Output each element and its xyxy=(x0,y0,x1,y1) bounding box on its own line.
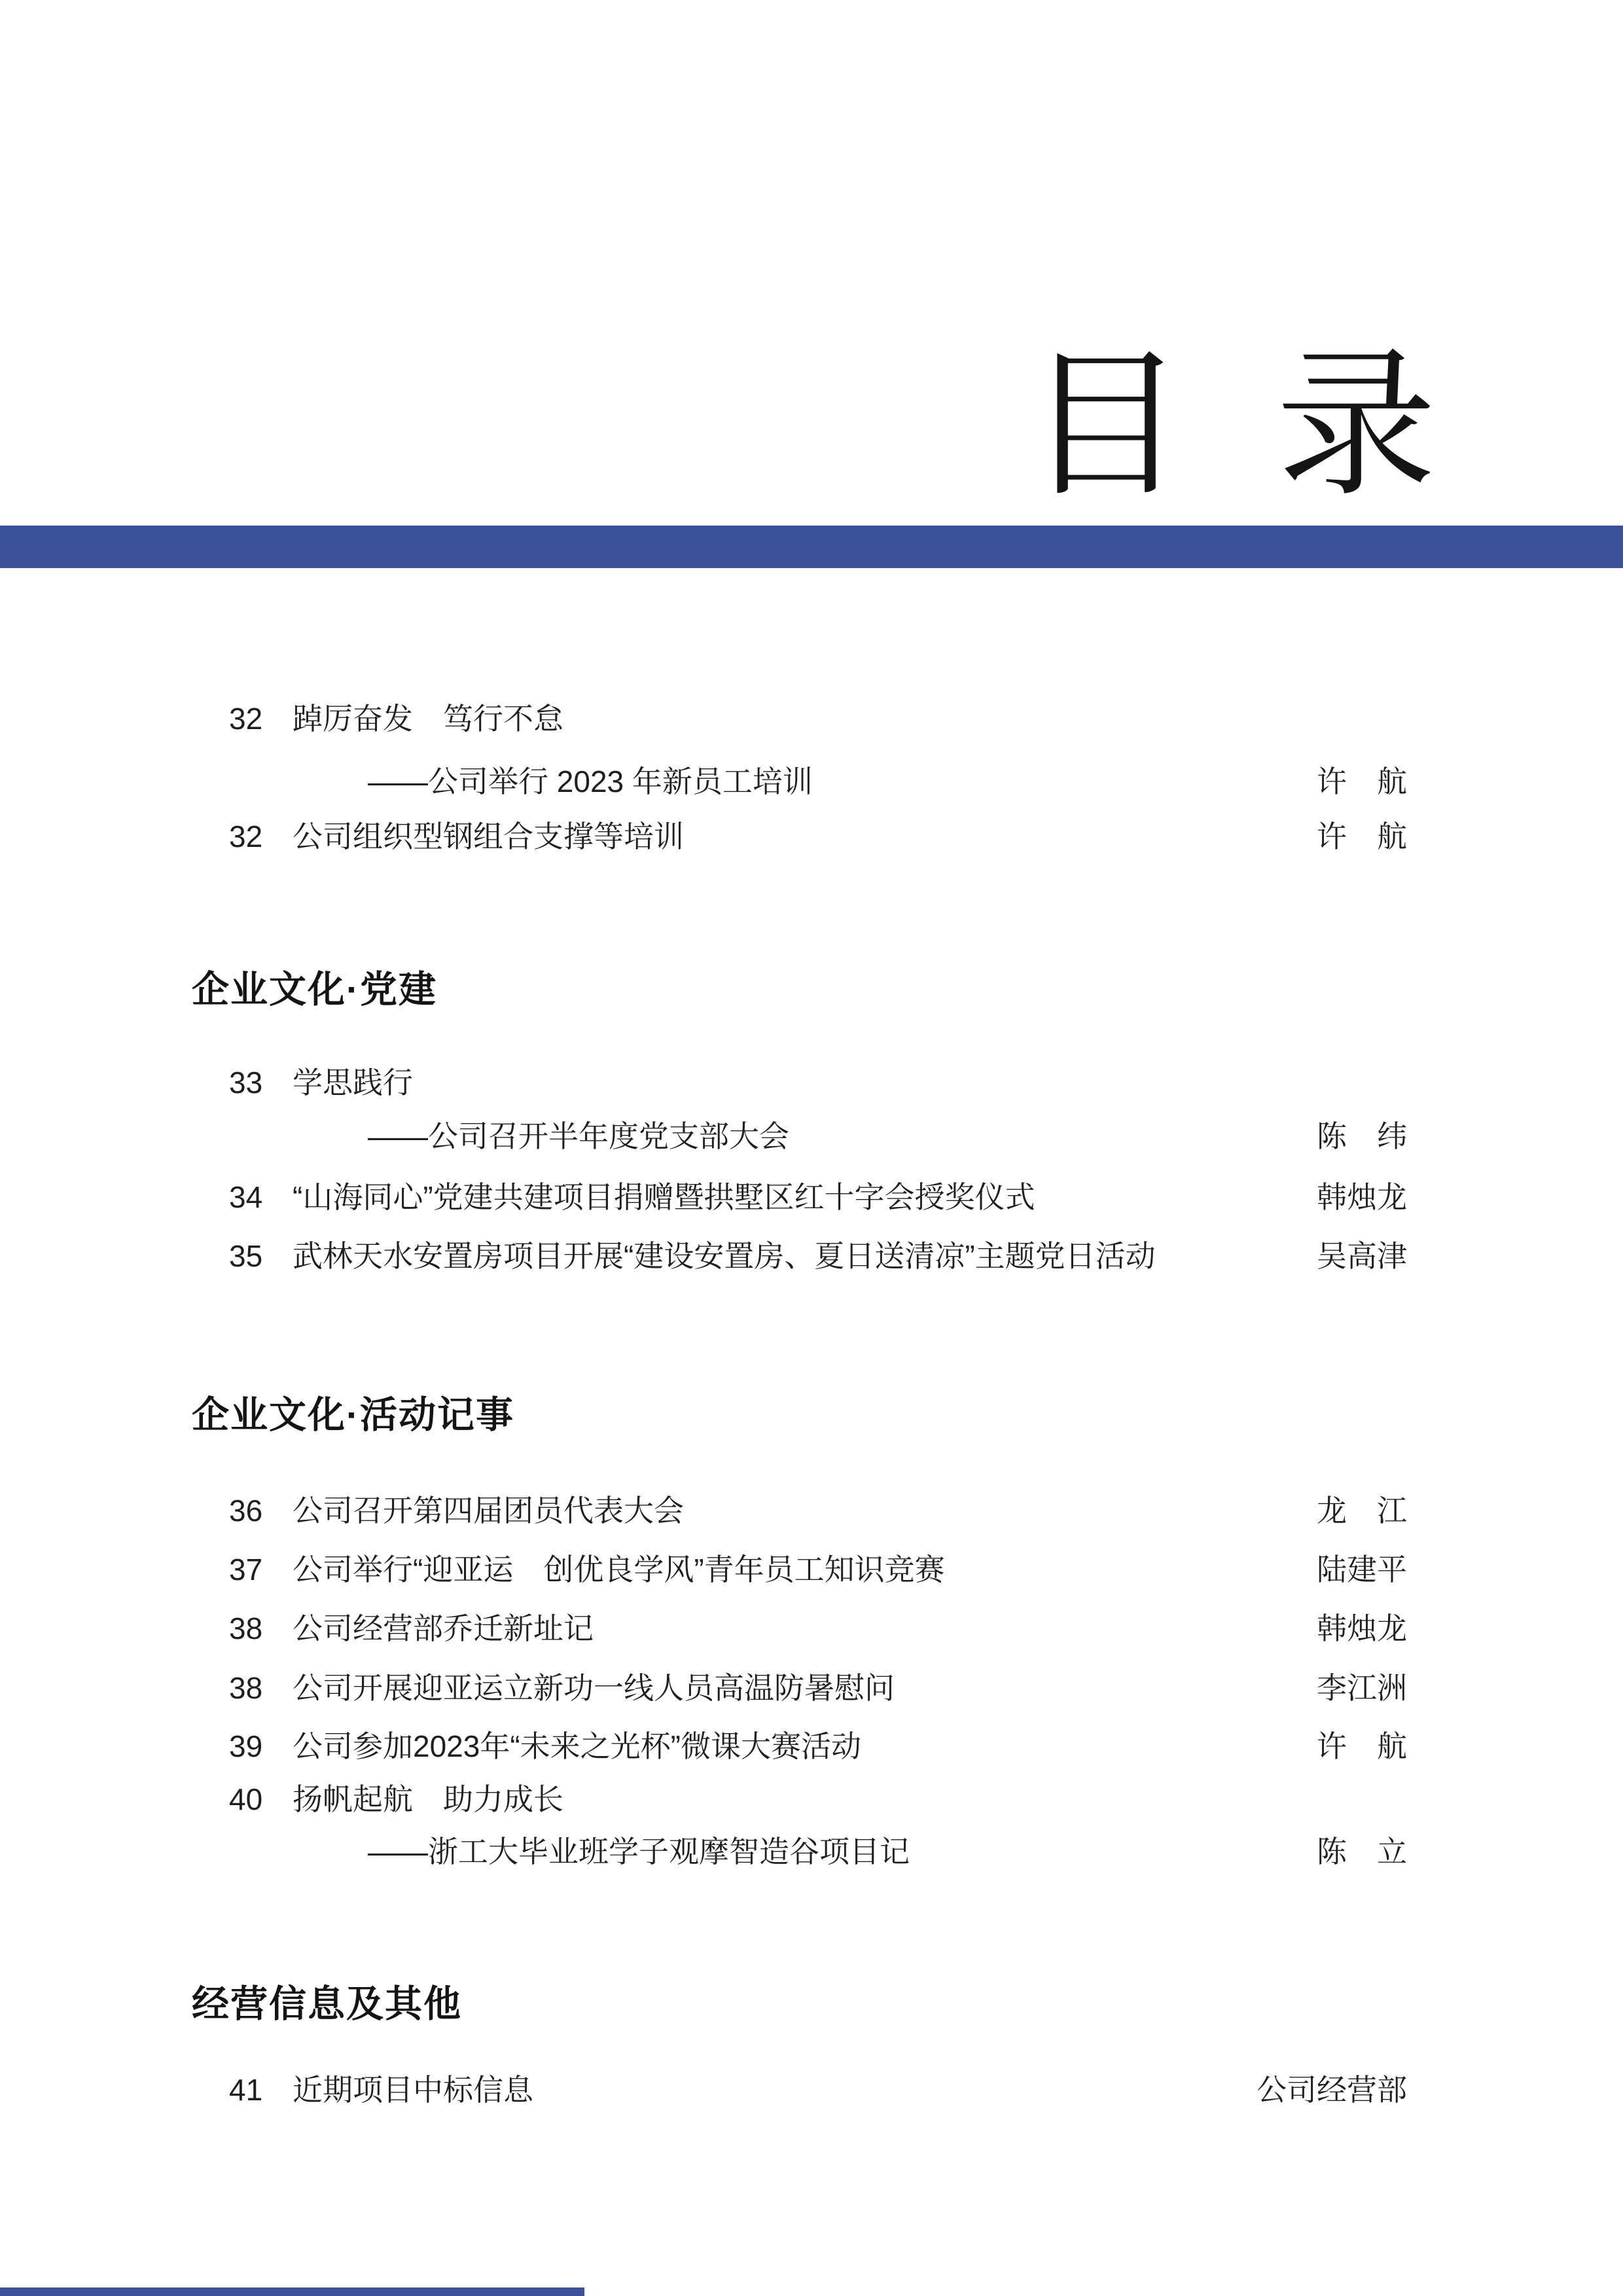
entry-author: 陈 立 xyxy=(1317,1835,1407,1869)
entry-title: 公司组织型钢组合支撑等培训 xyxy=(293,819,684,853)
page-number: 39 xyxy=(229,1729,263,1763)
toc-entry-row xyxy=(0,1669,1623,1707)
toc-sub-row xyxy=(0,1833,1623,1871)
toc-entry-row xyxy=(0,1064,1623,1102)
toc-entry-row xyxy=(0,1727,1623,1765)
entry-title: 公司举行“迎亚运 创优良学风”青年员工知识竞赛 xyxy=(293,1552,945,1587)
entry-title: 武林天水安置房项目开展“建设安置房、夏日送清凉”主题党日活动 xyxy=(293,1239,1156,1273)
entry-author: 陆建平 xyxy=(1317,1552,1407,1587)
entry-subtitle: ——公司举行 2023 年新员工培训 xyxy=(368,764,813,798)
bottom-accent-bar xyxy=(0,2287,584,2296)
toc-entry-row xyxy=(0,2071,1623,2109)
entry-author: 吴高津 xyxy=(1317,1239,1407,1273)
entry-title: 踔厉奋发 笃行不怠 xyxy=(293,702,563,736)
entry-author: 许 航 xyxy=(1317,819,1407,853)
toc-entry-row xyxy=(0,1609,1623,1647)
toc-entry-row xyxy=(0,1551,1623,1588)
entry-author: 李江洲 xyxy=(1317,1671,1407,1705)
page-title: 目 录 xyxy=(1026,332,1456,518)
page-number: 33 xyxy=(229,1066,263,1100)
entry-title: 公司开展迎亚运立新功一线人员高温防暑慰问 xyxy=(293,1671,895,1705)
page-number: 34 xyxy=(229,1180,263,1214)
toc-entry-row xyxy=(0,1237,1623,1275)
page-number: 40 xyxy=(229,1782,263,1816)
entry-subtitle: ——浙工大毕业班学子观摩智造谷项目记 xyxy=(368,1835,910,1869)
page-number: 35 xyxy=(229,1239,263,1273)
toc-entry-row xyxy=(0,1492,1623,1530)
entry-author: 龙 江 xyxy=(1317,1494,1407,1528)
entry-author: 韩烛龙 xyxy=(1317,1180,1407,1214)
toc-entry-row xyxy=(0,700,1623,738)
entry-subtitle: ——公司召开半年度党支部大会 xyxy=(368,1119,789,1153)
section-heading: 企业文化·党建 xyxy=(192,969,437,1011)
page-number: 38 xyxy=(229,1671,263,1705)
entry-title: 公司经营部乔迁新址记 xyxy=(293,1611,594,1645)
toc-sub-row xyxy=(0,762,1623,800)
page-number: 36 xyxy=(229,1494,263,1528)
toc-entry-row xyxy=(0,1178,1623,1216)
page-number: 41 xyxy=(229,2073,263,2107)
page-number: 32 xyxy=(229,819,263,853)
toc-entry-row xyxy=(0,817,1623,855)
toc-entry-row xyxy=(0,1780,1623,1818)
section-heading: 经营信息及其他 xyxy=(192,1983,462,2025)
entry-title: “山海同心”党建共建项目捐赠暨拱墅区红十字会授奖仪式 xyxy=(293,1180,1035,1214)
entry-title: 扬帆起航 助力成长 xyxy=(293,1782,563,1816)
entry-author: 许 航 xyxy=(1317,764,1407,798)
entry-title: 公司召开第四届团员代表大会 xyxy=(293,1494,684,1528)
section-heading: 企业文化·活动记事 xyxy=(192,1394,514,1436)
entry-author: 许 航 xyxy=(1317,1729,1407,1763)
entry-author: 韩烛龙 xyxy=(1317,1611,1407,1645)
page-number: 37 xyxy=(229,1552,263,1587)
entry-author: 公司经营部 xyxy=(1257,2073,1407,2107)
page-number: 32 xyxy=(229,702,263,736)
page-number: 38 xyxy=(229,1611,263,1645)
top-accent-bar xyxy=(0,526,1623,568)
toc-sub-row xyxy=(0,1117,1623,1155)
entry-author: 陈 纬 xyxy=(1317,1119,1407,1153)
entry-title: 学思践行 xyxy=(293,1066,413,1100)
entry-title: 近期项目中标信息 xyxy=(293,2073,533,2107)
entry-title: 公司参加2023年“未来之光杯”微课大赛活动 xyxy=(293,1729,861,1763)
